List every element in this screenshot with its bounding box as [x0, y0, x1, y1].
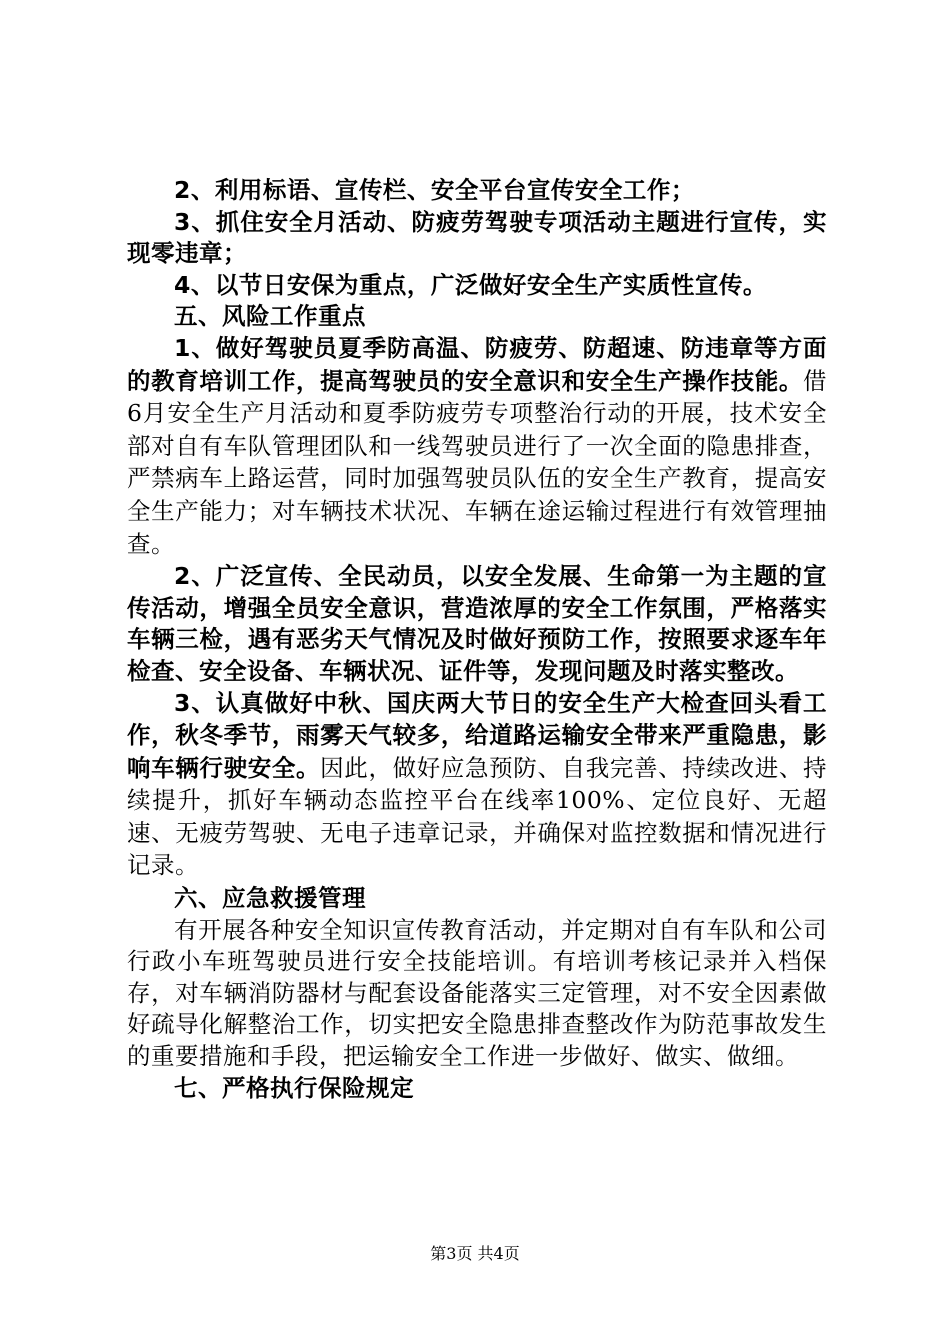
paragraph-risk-item-3-lead: 3、认真做好中秋、国庆两大节日的安全生产大检查回头看工作，秋冬季节，雨雾天气较多，给道路运输安全带来严重隐患，影响车辆行驶安全。 [127, 688, 827, 782]
paragraph-risk-item-1-body: 借6月安全生产月活动和夏季防疲劳专项整治行动的开展，技术安全部对自有车队管理团队和一线驾驶员进行了一次全面的隐患排查，严禁病车上路运营，同时加强驾驶员队伍的安全生产教育，提高安全生产能力；对车辆技术状况、车辆在途运输过程进行有效管理抽查。 [127, 366, 827, 558]
document-body [127, 175, 827, 1104]
paragraph-publicity-item-4: 4、以节日安保为重点，广泛做好安全生产实质性宣传。 [174, 270, 767, 299]
paragraph-risk-item-1-lead: 1、做好驾驶员夏季防高温、防疲劳、防超速、防违章等方面的教育培训工作，提高驾驶员的安全意识和安全生产操作技能。 [127, 333, 827, 395]
paragraph-publicity-item-3: 3、抓住安全月活动、防疲劳驾驶专项活动主题进行宣传，实现零违章； [127, 207, 827, 268]
paragraph-risk-item-2: 2、广泛宣传、全民动员，以安全发展、生命第一为主题的宣传活动，增强全员安全意识，营造浓厚的安全工作氛围，严格落实车辆三检，遇有恶劣天气情况及时做好预防工作，按照要求逐车年检查、安全设备、车辆状况、证件等，发现问题及时落实整改。 [127, 562, 827, 685]
section-heading-risk-work: 五、风险工作重点 [174, 302, 366, 331]
page-number-footer: 第3页 共4页 [430, 1244, 520, 1263]
paragraph-emergency-rescue: 有开展各种安全知识宣传教育活动，并定期对自有车队和公司行政小车班驾驶员进行安全技能培训。有培训考核记录并入档保存，对车辆消防器材与配套设备能落实三定管理，对不安全因素做好疏导化解整治工作，切实把安全隐患排查整改作为防范事故发生的重要措施和手段，把运输安全工作进一步做好、做实、做细。 [127, 915, 827, 1071]
paragraph-risk-item-3 [127, 688, 827, 884]
section-heading-insurance-rules: 七、严格执行保险规定 [174, 1073, 414, 1102]
paragraph-publicity-item-2: 2、利用标语、宣传栏、安全平台宣传安全工作； [174, 176, 695, 204]
section-heading-emergency-rescue: 六、应急救援管理 [174, 884, 366, 913]
paragraph-risk-item-1 [127, 333, 827, 561]
paragraph-risk-item-3-body: 因此，做好应急预防、自我完善、持续改进、持续提升，抓好车辆动态监控平台在线率100%、定位良好、无超速、无疲劳驾驶、无电子违章记录，并确保对监控数据和情况进行记录。 [127, 753, 828, 880]
